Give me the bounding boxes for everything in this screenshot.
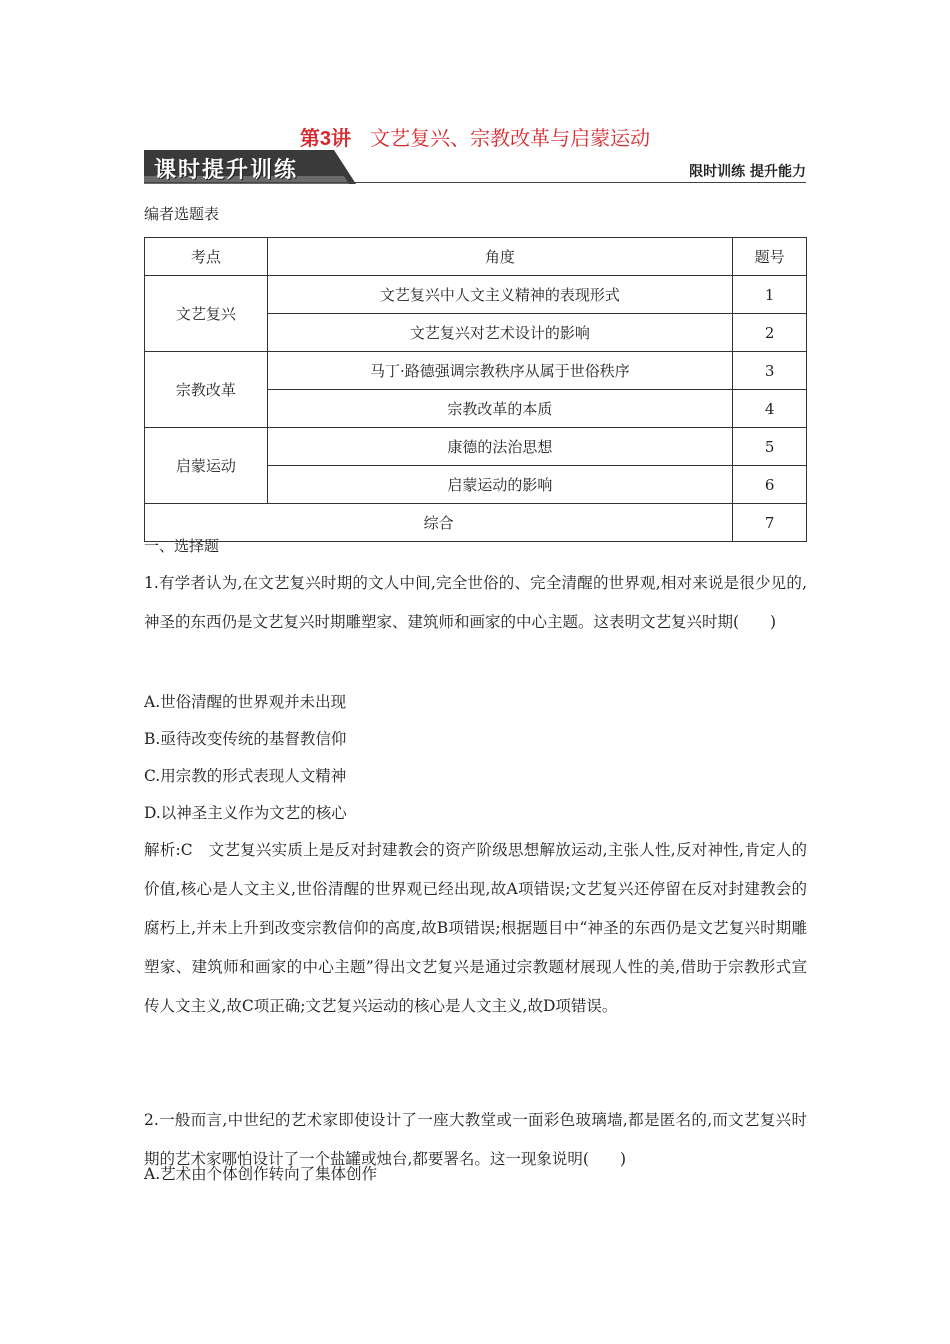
angle-cell: 马丁·路德强调宗教秩序从属于世俗秩序: [267, 352, 733, 390]
angle-cell: 康德的法治思想: [267, 428, 733, 466]
question-1-option-d: D.以神圣主义作为文艺的核心: [144, 804, 347, 822]
summary-cell: 综合: [145, 504, 733, 542]
banner: [144, 150, 356, 184]
banner-text: 课时提升训练: [154, 158, 299, 183]
lesson-number: 第3讲: [299, 128, 352, 150]
number-cell: 7: [733, 504, 807, 542]
number-cell: 3: [733, 352, 807, 390]
table-row-summary: [145, 504, 807, 542]
topic-cell: 宗教改革: [145, 352, 268, 428]
table-row: [145, 352, 807, 390]
topic-cell: 文艺复兴: [145, 276, 268, 352]
number-cell: 2: [733, 314, 807, 352]
slogan: 限时训练 提升能力: [689, 164, 806, 180]
topic-table: [144, 237, 807, 542]
angle-cell: 文艺复兴中人文主义精神的表现形式: [267, 276, 733, 314]
page-title: [0, 122, 950, 151]
section-heading: 一、选择题: [144, 537, 220, 555]
angle-cell: 文艺复兴对艺术设计的影响: [267, 314, 733, 352]
number-cell: 5: [733, 428, 807, 466]
number-cell: 6: [733, 466, 807, 504]
question-1-option-b: B.亟待改变传统的基督教信仰: [144, 730, 347, 748]
number-cell: 4: [733, 390, 807, 428]
number-cell: 1: [733, 276, 807, 314]
question-1-analysis: 解析:C 文艺复兴实质上是反对封建教会的资产阶级思想解放运动,主张人性,反对神性,肯定人的价值,核心是人文主义,世俗清醒的世界观已经出现,故A项错误;文艺复兴还停留在反对封建教会的腐朽上,并未上升到改变宗教信仰的高度,故B项错误;根据题目中“神圣的东西仍是文艺复兴时期雕塑家、建筑师和画家的中心主题”得出文艺复兴是通过宗教题材展现人性的美,借助于宗教形式宣传人文主义,故C项正确;文艺复兴运动的核心是人文主义,故D项错误。: [144, 841, 807, 1015]
header-topic: 考点: [145, 238, 268, 276]
lesson-title: 文艺复兴、宗教改革与启蒙运动: [370, 126, 651, 150]
header-rule: [144, 182, 806, 183]
header-number: 题号: [733, 238, 807, 276]
angle-cell: 启蒙运动的影响: [267, 466, 733, 504]
angle-cell: 宗教改革的本质: [267, 390, 733, 428]
table-row: [145, 428, 807, 466]
question-1-option-a: A.世俗清醒的世界观并未出现: [144, 693, 347, 711]
topic-cell: 启蒙运动: [145, 428, 268, 504]
table-caption: 编者选题表: [144, 205, 220, 223]
header-angle: 角度: [267, 238, 733, 276]
question-2-option-a: A.艺术由个体创作转向了集体创作: [144, 1165, 378, 1183]
question-1-stem: 1.有学者认为,在文艺复兴时期的文人中间,完全世俗的、完全清醒的世界观,相对来说是很少见的,神圣的东西仍是文艺复兴时期雕塑家、建筑师和画家的中心主题。这表明文艺复兴时期( ): [144, 574, 807, 631]
question-2-stem: 2.一般而言,中世纪的艺术家即使设计了一座大教堂或一面彩色玻璃墙,都是匿名的,而文艺复兴时期的艺术家哪怕设计了一个盐罐或烛台,都要署名。这一现象说明( ): [144, 1111, 807, 1168]
table-row: [145, 276, 807, 314]
table-header-row: [145, 238, 807, 276]
question-1-option-c: C.用宗教的形式表现人文精神: [144, 767, 347, 785]
